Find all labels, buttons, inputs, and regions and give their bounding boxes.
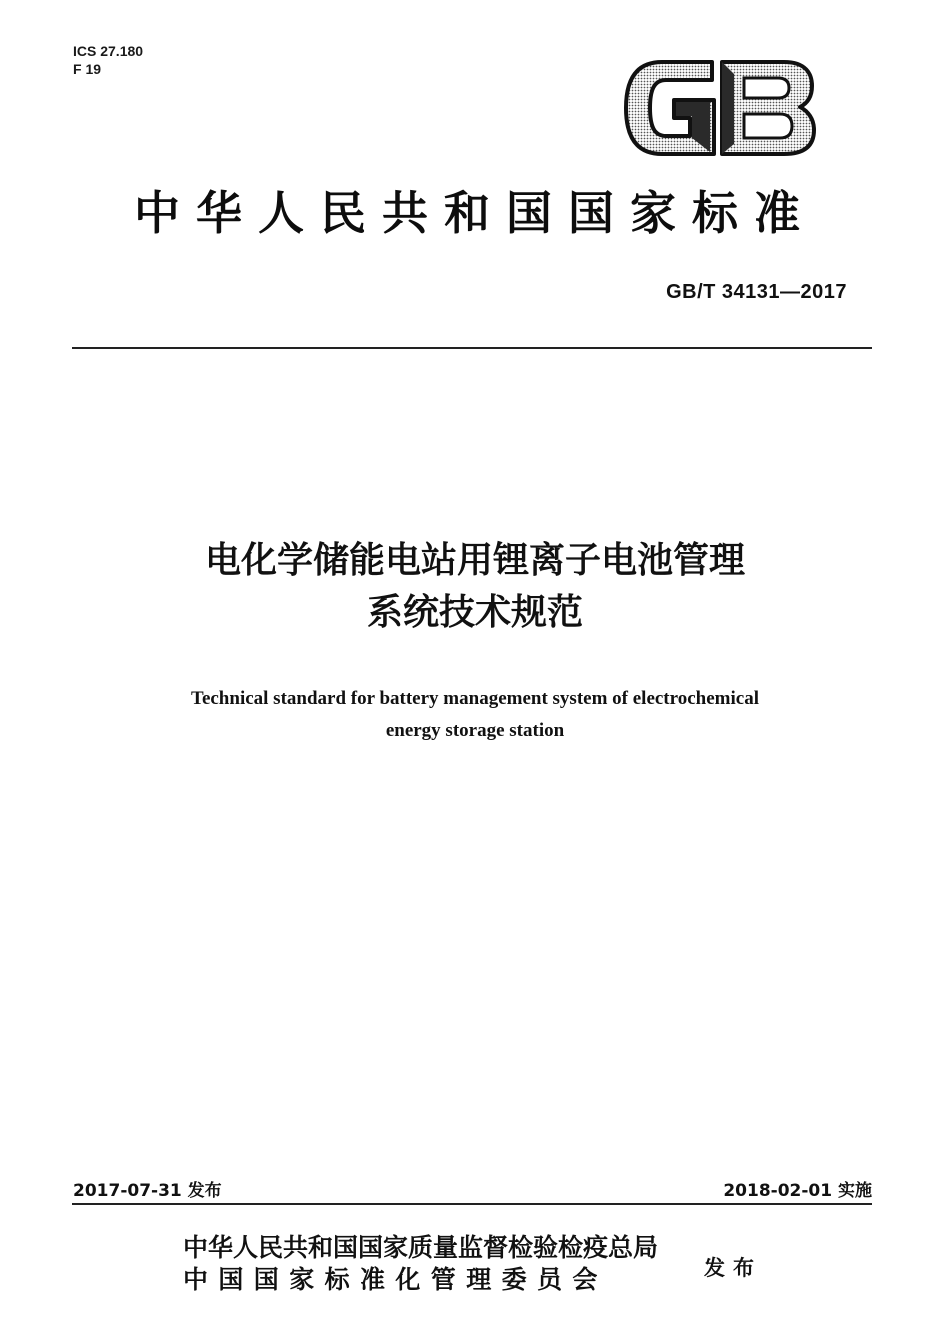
- standard-type-heading: 中华人民共和国国家标准: [134, 186, 816, 240]
- issue-date: 2017-07-31 发布: [73, 1181, 222, 1201]
- issuing-authorities: [183, 1232, 658, 1296]
- top-divider: [72, 347, 872, 349]
- bottom-divider: [72, 1203, 872, 1205]
- standard-number: GB/T 34131—2017: [666, 281, 847, 303]
- classification-codes: [73, 42, 143, 78]
- gb-logo-icon: [622, 56, 818, 160]
- issuer-aqsiq: 中华人民共和国国家质量监督检验检疫总局: [183, 1233, 659, 1262]
- title-cn-line-1: 电化学储能电站用锂离子电池管理: [204, 540, 745, 581]
- title-cn-line-2: 系统技术规范: [366, 592, 583, 633]
- issuer-sac: 中国国家标准化管理委员会: [183, 1265, 608, 1294]
- title-en-line-1: Technical standard for battery management system of electrochemical: [191, 688, 759, 709]
- document-title-cn: [72, 535, 878, 639]
- publish-label: 发布: [704, 1255, 762, 1280]
- document-title-en: [72, 683, 878, 747]
- title-en-line-2: energy storage station: [385, 720, 565, 741]
- ccs-code: F 19: [73, 61, 102, 77]
- ics-code: ICS 27.180: [73, 43, 144, 59]
- implementation-date: 2018-02-01 实施: [723, 1181, 872, 1201]
